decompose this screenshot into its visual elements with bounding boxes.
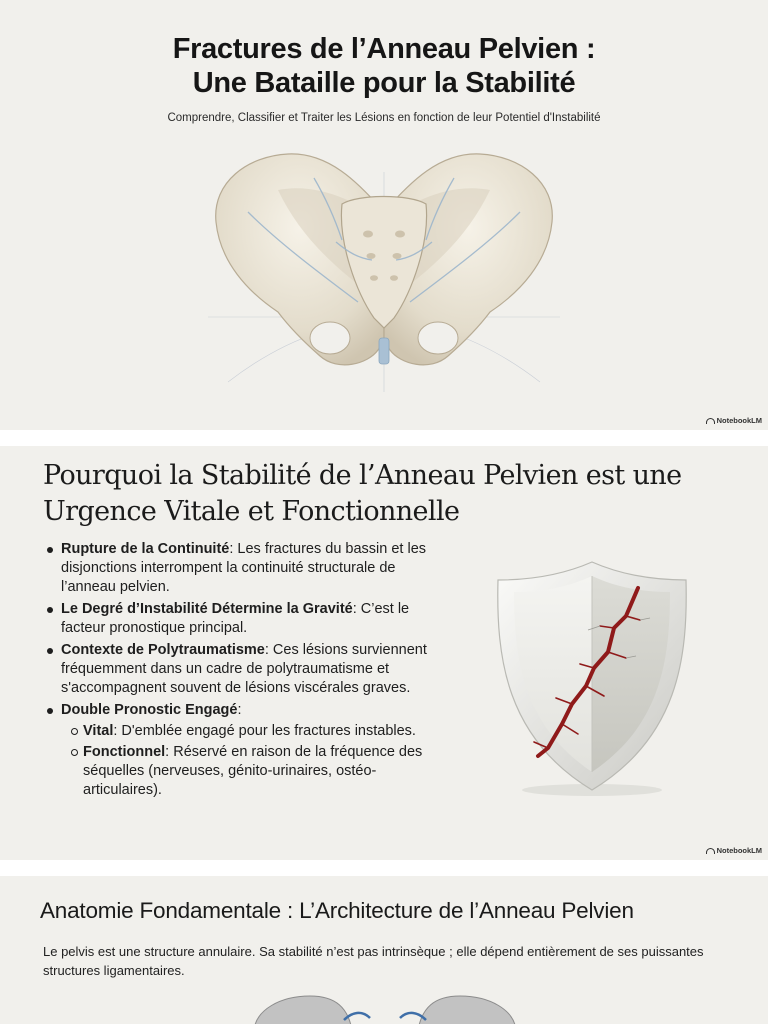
brand-watermark: NotebookLM <box>706 416 762 425</box>
notebooklm-logo-icon <box>706 848 715 854</box>
main-title <box>0 32 768 100</box>
sub-bullet-item <box>61 743 434 800</box>
slide-urgence <box>0 446 768 860</box>
slide-title <box>0 0 768 430</box>
bullet-item <box>44 600 434 638</box>
main-title-line2: Une Bataille pour la Stabilité <box>192 67 576 99</box>
pelvis-illustration <box>208 142 560 398</box>
bullet-term: Contexte de Polytraumatisme <box>61 642 265 658</box>
section-title <box>43 458 733 530</box>
sub-bullet-item <box>61 722 434 741</box>
notebooklm-logo-icon <box>706 418 715 424</box>
bullet-text: : Les fractures du bassin et les disjonctions interrompent la continuité structurale de l’anneau pelvien. <box>61 541 427 595</box>
bullet-item <box>44 540 434 597</box>
cracked-shield-icon <box>490 558 694 798</box>
sub-bullet-term: Vital <box>83 723 114 739</box>
bullet-term: Double Pronostic Engagé <box>61 702 238 718</box>
sub-bullet-text: : Réservé en raison de la fréquence des séquelles (nerveuses, génito-urinaires, ostéo-articulaires). <box>83 744 423 798</box>
main-subtitle: Comprendre, Classifier et Traiter les Lésions en fonction de leur Potentiel d'Instabilité <box>167 112 601 124</box>
brand-watermark: NotebookLM <box>706 846 762 855</box>
main-title-line1: Fractures de l’Anneau Pelvien : <box>172 33 596 65</box>
bullet-text: : Ces lésions surviennent fréquemment dans un cadre de polytraumatisme et s'accompagnent souvent de lésions viscérales graves. <box>61 642 427 696</box>
sub-bullet-text: : D'emblée engagé pour les fractures instables. <box>113 723 416 739</box>
section-title-line2: Urgence Vitale et Fonctionnelle <box>43 496 460 527</box>
bullet-item <box>44 641 434 698</box>
slide-anatomie <box>0 876 768 1024</box>
anatomy-description: Le pelvis est une structure annulaire. Sa stabilité n’est pas intrinsèque ; elle dépend entièrement de ses puissantes structures ligamentaires. <box>43 944 704 978</box>
bullet-term: Rupture de la Continuité <box>61 541 230 557</box>
pelvis-anatomy-illustration <box>240 990 530 1024</box>
anatomy-title: Anatomie Fondamentale : L’Architecture de l’Anneau Pelvien <box>40 898 634 923</box>
bullet-text: : <box>237 702 242 718</box>
bullet-list <box>44 540 434 803</box>
bullet-item <box>44 701 434 800</box>
bullet-text: : C’est le facteur pronostique principal. <box>61 601 410 636</box>
bullet-term: Le Degré d’Instabilité Détermine la Gravité <box>61 601 353 617</box>
sub-bullet-list <box>61 722 434 800</box>
sub-bullet-term: Fonctionnel <box>83 744 166 760</box>
section-title-line1: Pourquoi la Stabilité de l’Anneau Pelvien est une <box>43 460 682 491</box>
